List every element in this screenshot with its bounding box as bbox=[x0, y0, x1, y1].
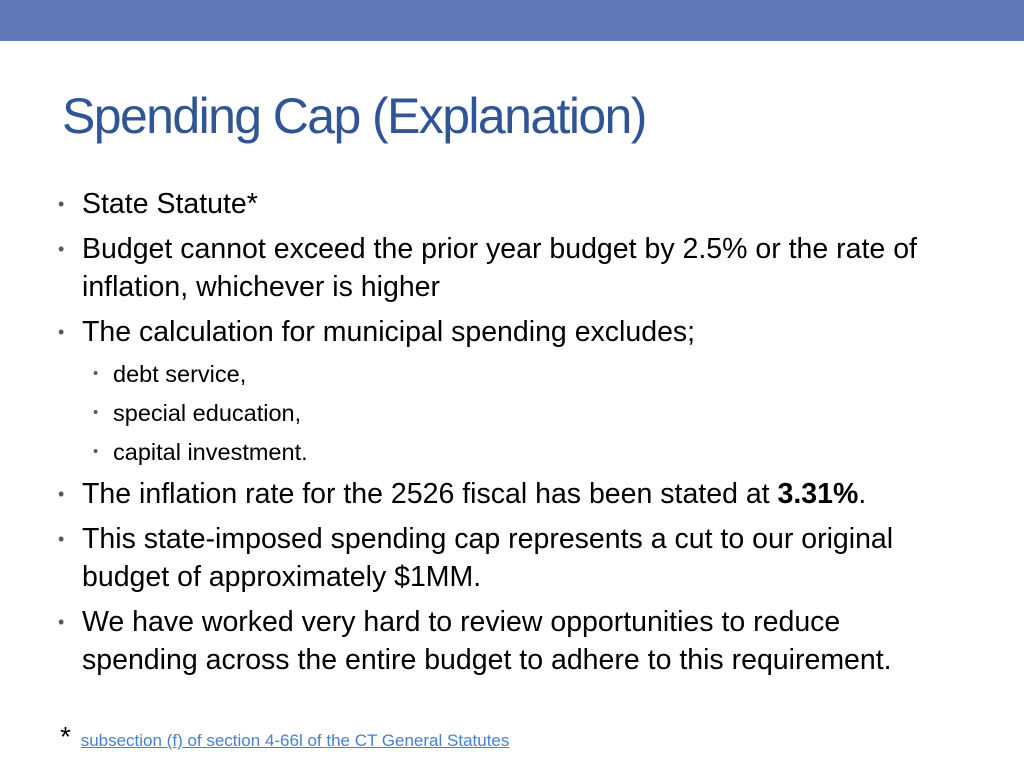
bullet-review-efforts bbox=[56, 603, 956, 679]
bullet-spending-cut bbox=[56, 520, 956, 596]
bullet-text: The calculation for municipal spending excludes; bbox=[82, 316, 696, 348]
sub-bullet-capital-investment bbox=[91, 436, 956, 468]
statute-link[interactable]: subsection (f) of section 4-66l of the CT General Statutes bbox=[80, 731, 510, 750]
footnote bbox=[60, 720, 509, 758]
sub-bullet-text: debt service, bbox=[113, 361, 247, 387]
sub-bullet-text: capital investment. bbox=[113, 439, 308, 465]
top-accent-bar bbox=[0, 0, 1024, 41]
sub-bullet-special-education bbox=[91, 397, 956, 429]
bullet-budget-limit bbox=[56, 230, 956, 306]
sub-bullet-debt-service bbox=[91, 358, 956, 390]
bullet-text-end: . bbox=[858, 478, 867, 510]
bullet-text: We have worked very hard to review opportunities to reduce spending across the entire budget to adhere to this requirement. bbox=[82, 606, 892, 676]
bullet-text: This state-imposed spending cap represents a cut to our original budget of approximately $1MM. bbox=[82, 523, 894, 593]
bullet-text: The inflation rate for the 2526 fiscal has been stated at bbox=[82, 478, 778, 510]
sub-bullet-text: special education, bbox=[113, 400, 302, 426]
slide-title: Spending Cap (Explanation) bbox=[62, 88, 646, 144]
bullet-exclusions bbox=[56, 313, 956, 468]
bullet-inflation-rate bbox=[56, 475, 956, 513]
bullet-list bbox=[56, 185, 956, 686]
footnote-marker: * bbox=[60, 721, 71, 752]
bullet-text: State Statute* bbox=[82, 188, 258, 220]
exclusions-sub-list bbox=[82, 358, 956, 468]
bullet-state-statute bbox=[56, 185, 956, 223]
inflation-rate-value: 3.31% bbox=[777, 478, 859, 510]
bullet-text: Budget cannot exceed the prior year budget by 2.5% or the rate of inflation, whichever is higher bbox=[82, 233, 917, 303]
